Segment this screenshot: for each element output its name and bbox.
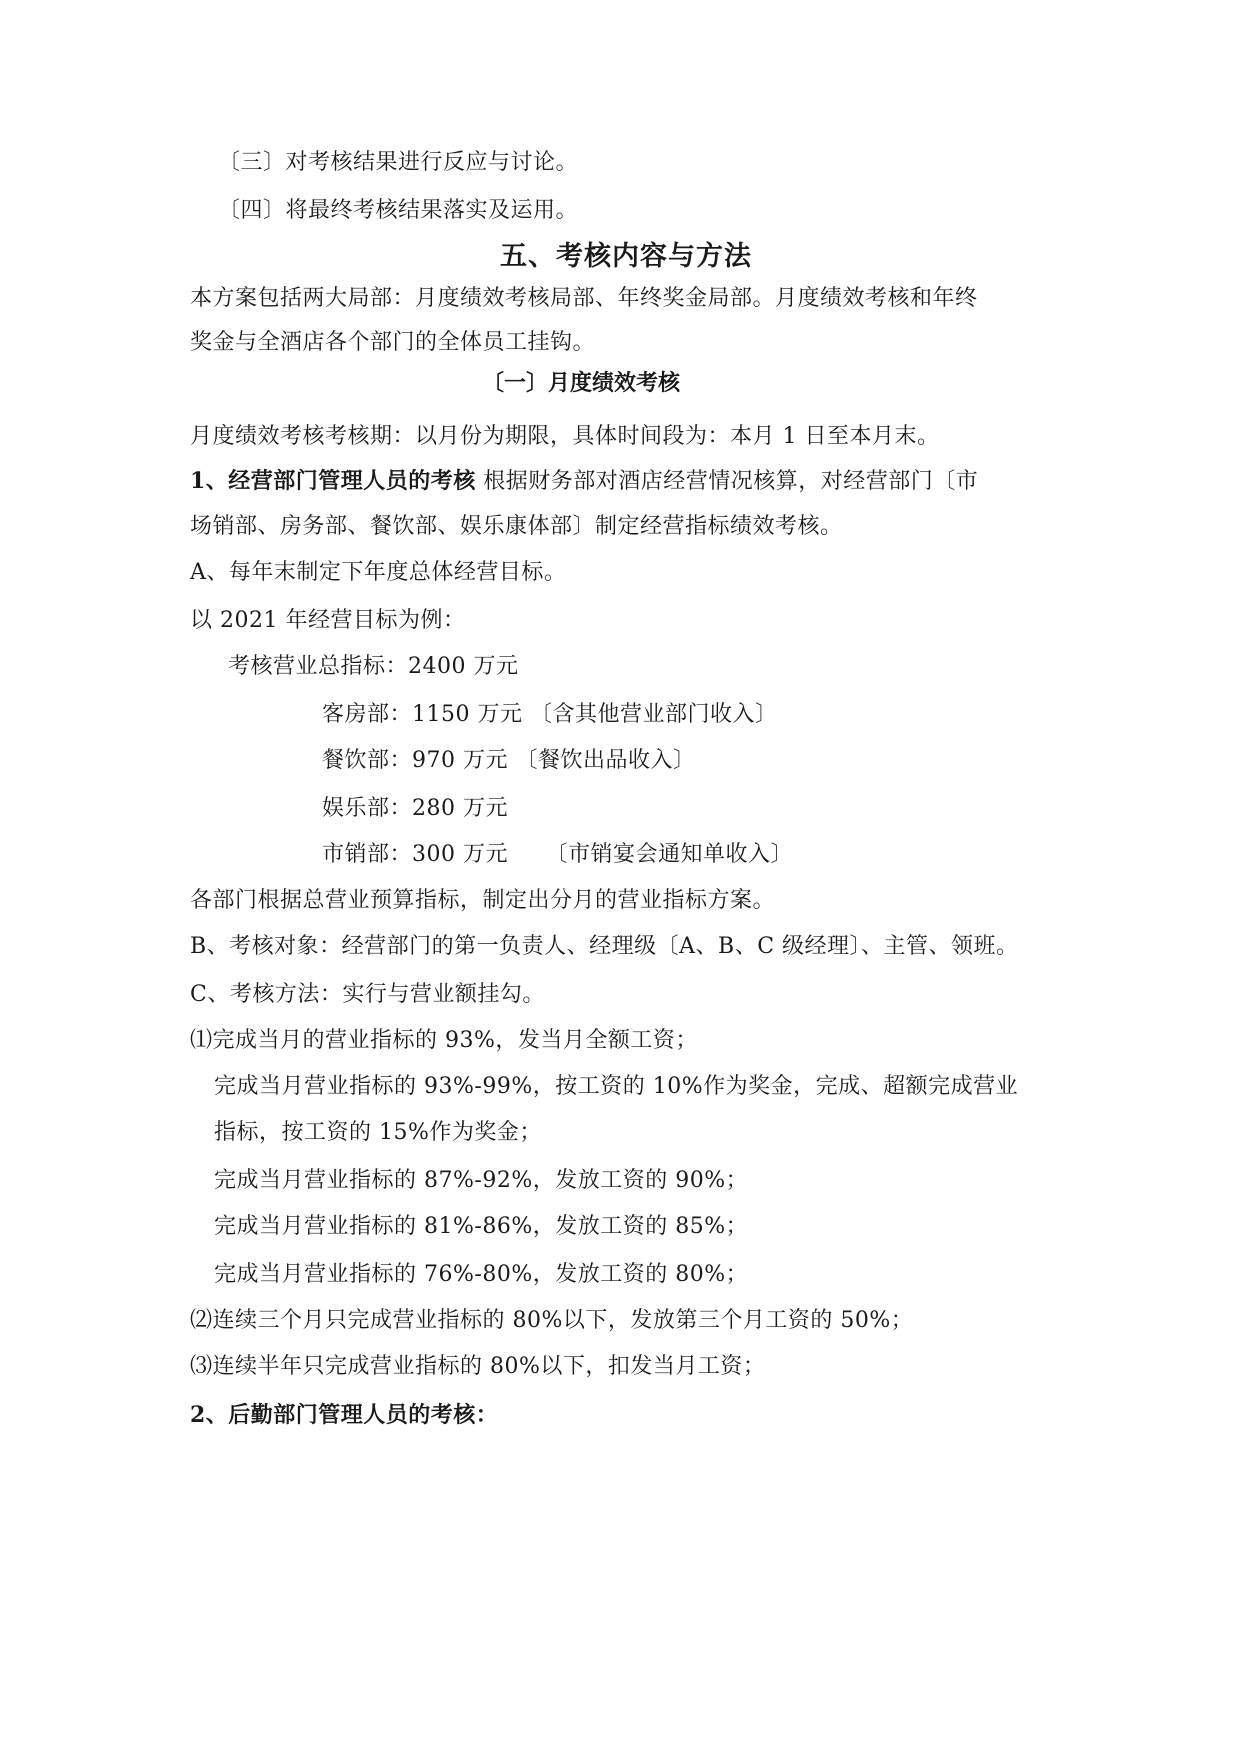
- target-marketing: 市销部：300 万元 〔市销宴会通知单收入〕: [322, 842, 793, 867]
- target-total: 考核营业总指标：2400 万元: [228, 654, 519, 679]
- paragraph-overview-line2: 奖金与全酒店各个部门的全体员工挂钩。: [190, 330, 596, 355]
- rule-1-a-line2: 指标，按工资的 15%作为奖金；: [214, 1120, 542, 1145]
- paragraph-overview-line1: 本方案包括两大局部：月度绩效考核局部、年终奖金局部。月度绩效考核和年终: [190, 286, 978, 311]
- item-b: B、考核对象：经营部门的第一负责人、经理级〔A、B、C 级经理〕、主管、领班。: [190, 934, 1019, 959]
- rule-1-d: 完成当月营业指标的 81%-86%，发放工资的 85%；: [214, 1214, 749, 1239]
- target-rooms: 客房部：1150 万元 〔含其他营业部门收入〕: [322, 702, 778, 727]
- sub-heading-monthly: 〔一〕月度绩效考核: [482, 370, 681, 396]
- rule-1-a-line1: 完成当月营业指标的 93%-99%，按工资的 10%作为奖金，完成、超额完成营业: [214, 1074, 1019, 1099]
- target-food: 餐饮部：970 万元 〔餐饮出品收入〕: [322, 748, 696, 773]
- paragraph-operating-dept-line1: [190, 466, 978, 497]
- rule-1: ⑴完成当月的营业指标的 93%，发当月全额工资；: [190, 1028, 698, 1053]
- rule-1-c: 完成当月营业指标的 87%-92%，发放工资的 90%；: [214, 1168, 749, 1193]
- operating-dept-title: 1、经营部门管理人员的考核: [190, 468, 476, 494]
- paragraph-support-dept: 2、后勤部门管理人员的考核：: [190, 1402, 499, 1428]
- item-a: A、每年末制定下年度总体经营目标。: [190, 560, 567, 585]
- paragraph-dept-plan: 各部门根据总营业预算指标，制定出分月的营业指标方案。: [190, 888, 776, 913]
- rule-3: ⑶连续半年只完成营业指标的 80%以下，扣发当月工资；: [190, 1354, 766, 1379]
- rule-1-e: 完成当月营业指标的 76%-80%，发放工资的 80%；: [214, 1262, 749, 1287]
- section-item-three: 〔三〕对考核结果进行反应与讨论。: [218, 150, 579, 175]
- paragraph-period: 月度绩效考核考核期：以月份为期限，具体时间段为：本月 1 日至本月末。: [190, 424, 940, 449]
- item-c: C、考核方法：实行与营业额挂勾。: [190, 982, 545, 1007]
- paragraph-operating-dept-line2: 场销部、房务部、餐饮部、娱乐康体部〕制定经营指标绩效考核。: [190, 514, 843, 539]
- example-intro: 以 2021 年经营目标为例：: [190, 608, 466, 633]
- operating-dept-text: 根据财务部对酒店经营情况核算，对经营部门〔市: [475, 469, 979, 494]
- section-item-four: 〔四〕将最终考核结果落实及运用。: [218, 198, 579, 223]
- target-entertainment: 娱乐部：280 万元: [322, 796, 508, 821]
- rule-2: ⑵连续三个月只完成营业指标的 80%以下，发放第三个月工资的 50%；: [190, 1308, 914, 1333]
- section-heading-five: 五、考核内容与方法: [500, 241, 752, 272]
